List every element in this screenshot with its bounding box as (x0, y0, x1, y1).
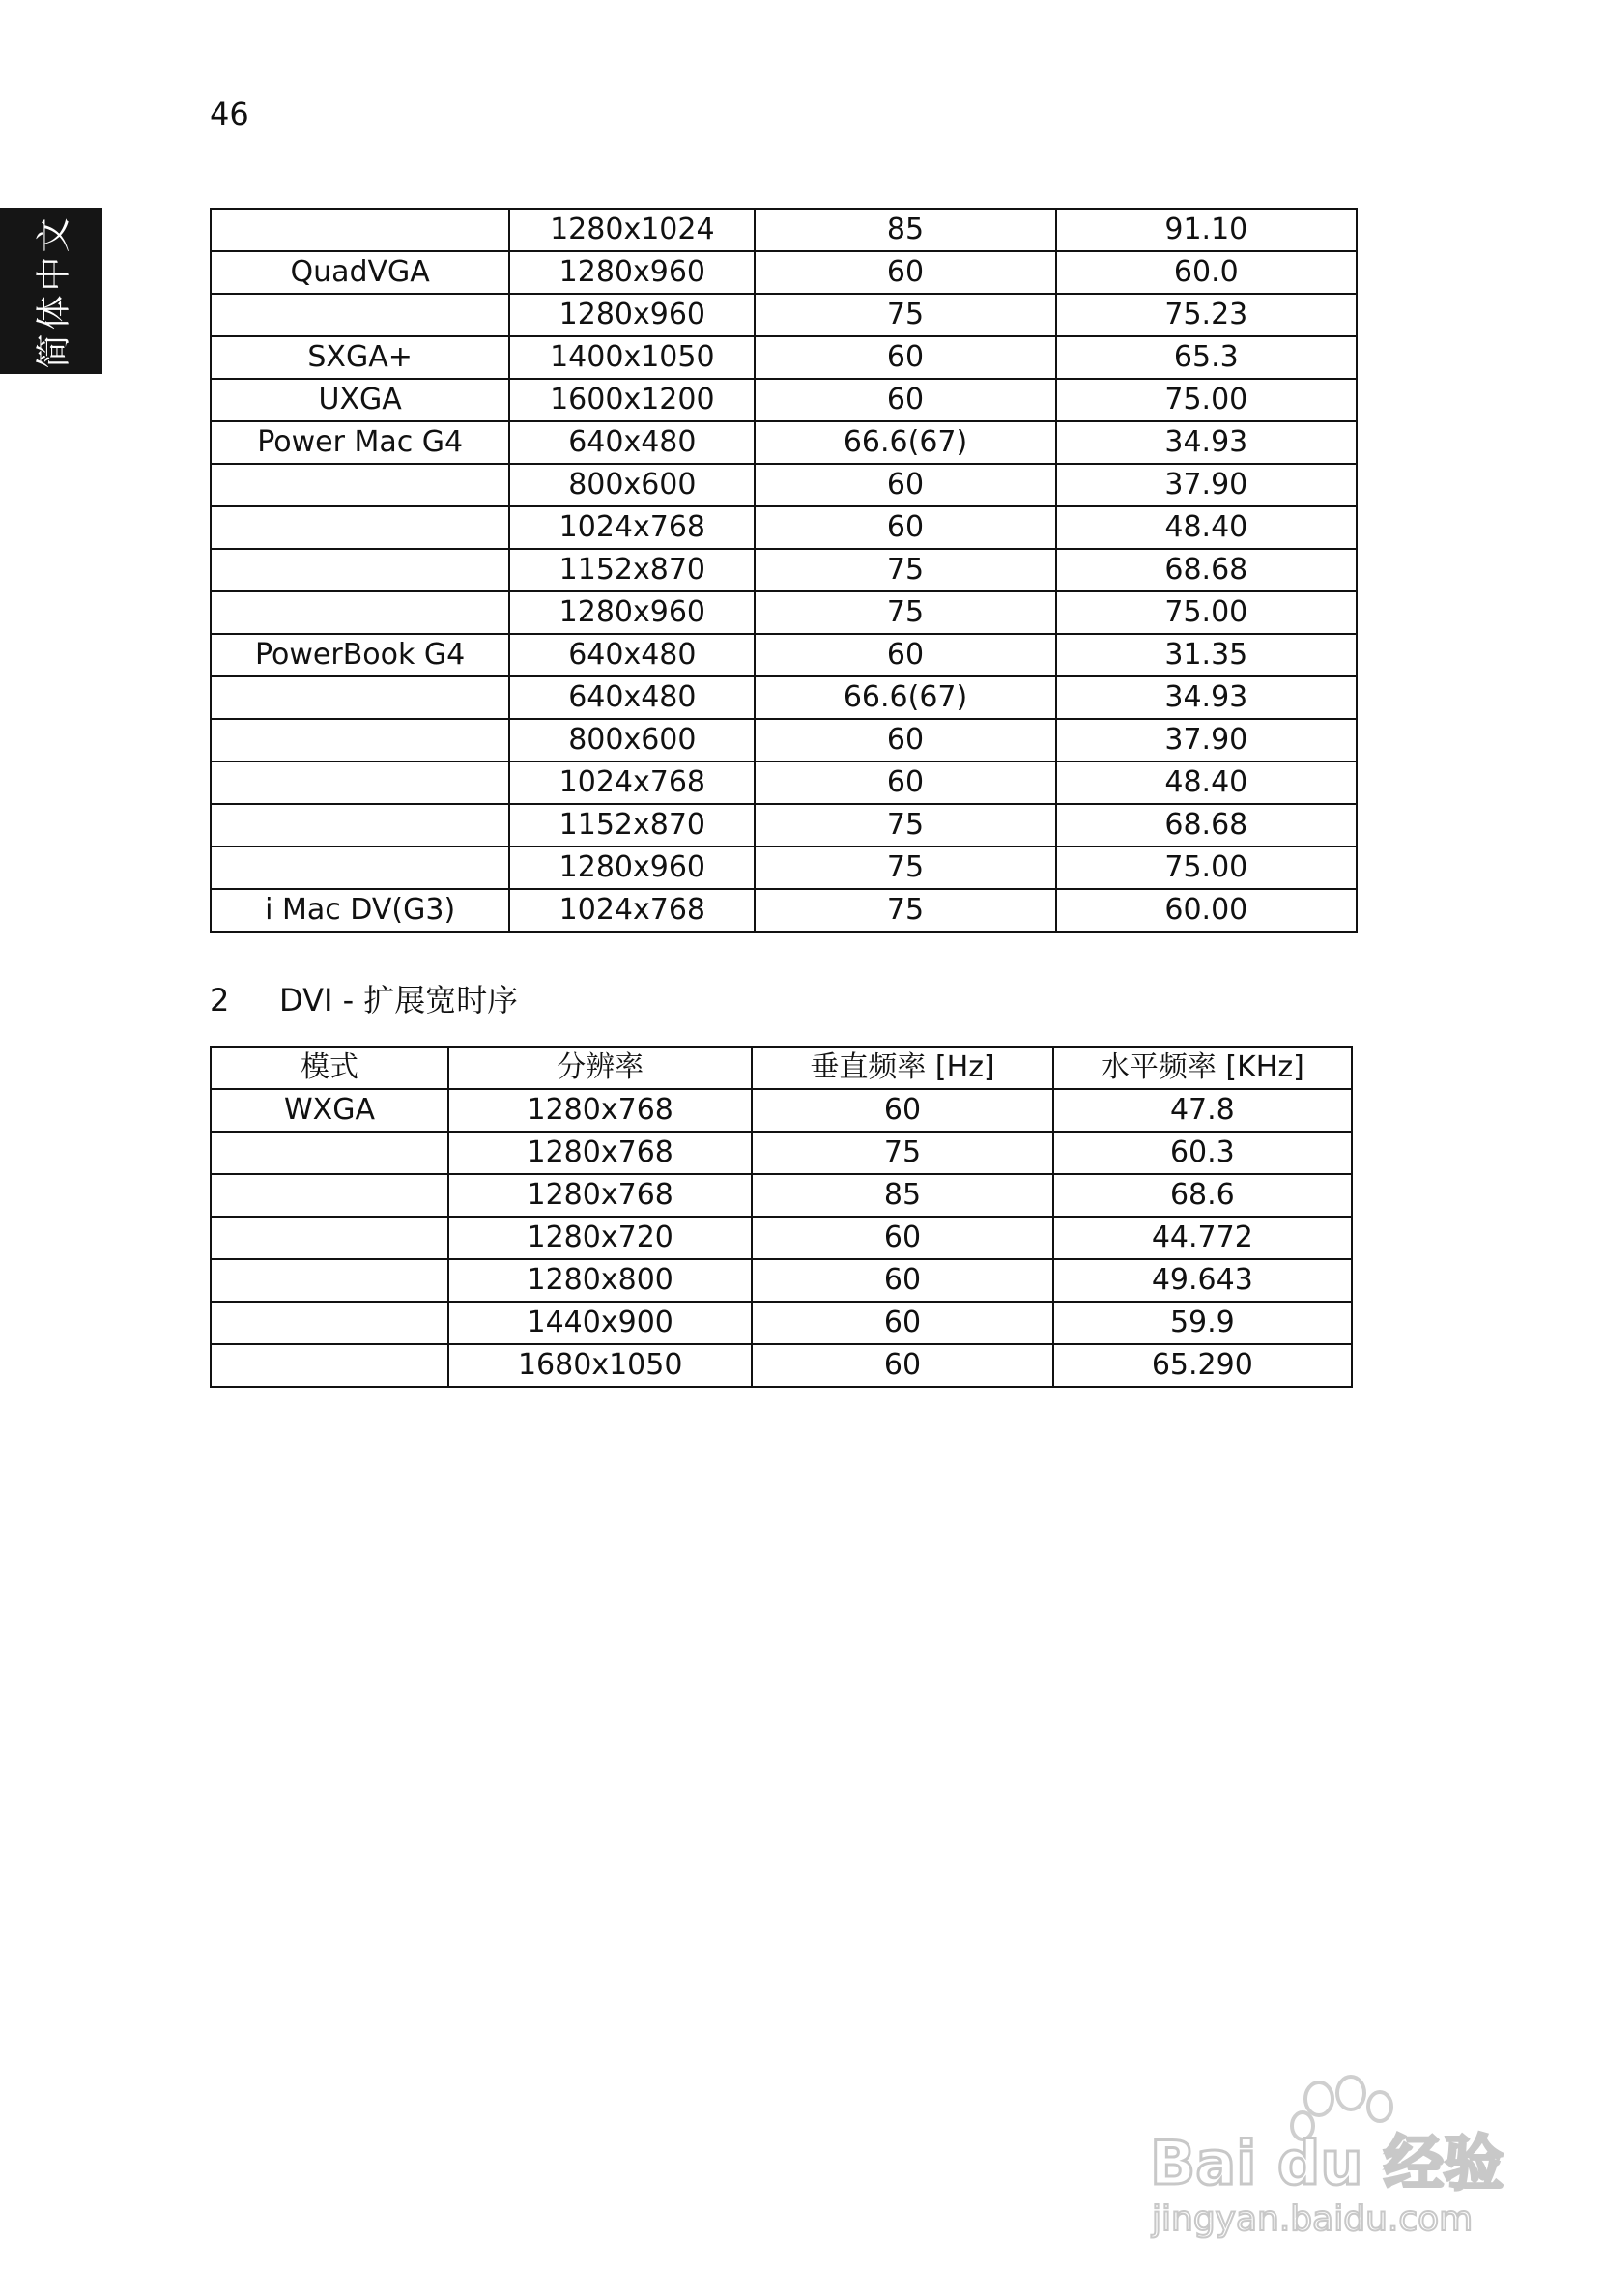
cell-resolution: 1152x870 (509, 804, 755, 847)
cell-horizontal-frequency: 60.0 (1056, 251, 1357, 294)
cell-horizontal-frequency: 60.00 (1056, 889, 1357, 932)
cell-resolution: 1024x768 (509, 889, 755, 932)
cell-vertical-frequency: 75 (755, 889, 1055, 932)
cell-mode (211, 1302, 448, 1344)
section-number: 2 (210, 982, 230, 1019)
table-row (211, 379, 1357, 421)
cell-resolution: 1280x960 (509, 251, 755, 294)
cell-vertical-frequency: 85 (755, 209, 1055, 251)
baidu-jingyan-watermark (1131, 2049, 1517, 2242)
cell-resolution: 1280x768 (448, 1132, 752, 1174)
table-row (211, 1217, 1352, 1259)
cell-horizontal-frequency: 47.8 (1053, 1089, 1352, 1132)
cell-horizontal-frequency: 75.00 (1056, 379, 1357, 421)
header-resolution: 分辨率 (448, 1047, 752, 1089)
cell-mode (211, 761, 509, 804)
cell-mode (211, 847, 509, 889)
cell-resolution: 1024x768 (509, 506, 755, 549)
table-row (211, 1344, 1352, 1387)
cell-mode (211, 1132, 448, 1174)
cell-resolution: 1280x800 (448, 1259, 752, 1302)
cell-vertical-frequency: 60 (755, 379, 1055, 421)
cell-horizontal-frequency: 59.9 (1053, 1302, 1352, 1344)
cell-horizontal-frequency: 49.643 (1053, 1259, 1352, 1302)
cell-horizontal-frequency: 44.772 (1053, 1217, 1352, 1259)
cell-mode (211, 506, 509, 549)
header-horizontal-frequency: 水平频率 [KHz] (1053, 1047, 1352, 1089)
cell-mode (211, 676, 509, 719)
cell-mode (211, 294, 509, 336)
cell-vertical-frequency: 60 (752, 1217, 1052, 1259)
cell-vertical-frequency: 60 (755, 506, 1055, 549)
cell-horizontal-frequency: 37.90 (1056, 464, 1357, 506)
table-row (211, 294, 1357, 336)
cell-resolution: 640x480 (509, 634, 755, 676)
cell-mode: QuadVGA (211, 251, 509, 294)
cell-mode (211, 1217, 448, 1259)
table-row (211, 676, 1357, 719)
cell-horizontal-frequency: 65.3 (1056, 336, 1357, 379)
cell-vertical-frequency: 85 (752, 1174, 1052, 1217)
cell-mode (211, 591, 509, 634)
cell-resolution: 1280x768 (448, 1089, 752, 1132)
cell-resolution: 1680x1050 (448, 1344, 752, 1387)
cell-horizontal-frequency: 48.40 (1056, 506, 1357, 549)
cell-resolution: 800x600 (509, 719, 755, 761)
cell-resolution: 1152x870 (509, 549, 755, 591)
table-row (211, 549, 1357, 591)
table-row (211, 336, 1357, 379)
cell-resolution: 800x600 (509, 464, 755, 506)
table-row (211, 847, 1357, 889)
cell-vertical-frequency: 60 (755, 464, 1055, 506)
table-row (211, 804, 1357, 847)
table-row (211, 1259, 1352, 1302)
table-row (211, 1132, 1352, 1174)
cell-resolution: 1280x720 (448, 1217, 752, 1259)
cell-mode: UXGA (211, 379, 509, 421)
table-row (211, 1089, 1352, 1132)
cell-horizontal-frequency: 75.23 (1056, 294, 1357, 336)
section-title: DVI - 扩展宽时序 (279, 982, 519, 1019)
cell-resolution: 640x480 (509, 421, 755, 464)
cell-resolution: 1440x900 (448, 1302, 752, 1344)
cell-vertical-frequency: 60 (755, 251, 1055, 294)
cell-vertical-frequency: 60 (752, 1344, 1052, 1387)
table-row (211, 209, 1357, 251)
cell-vertical-frequency: 66.6(67) (755, 676, 1055, 719)
cell-vertical-frequency: 75 (755, 847, 1055, 889)
cell-vertical-frequency: 66.6(67) (755, 421, 1055, 464)
cell-vertical-frequency: 60 (752, 1302, 1052, 1344)
header-mode: 模式 (211, 1047, 448, 1089)
table-row (211, 464, 1357, 506)
cell-vertical-frequency: 60 (752, 1089, 1052, 1132)
page-number: 46 (210, 96, 249, 132)
watermark-url: jingyan.baidu.com (1152, 2199, 1474, 2239)
watermark-brand: Bai du 经验 (1150, 2128, 1504, 2198)
cell-mode: Power Mac G4 (211, 421, 509, 464)
cell-horizontal-frequency: 68.6 (1053, 1174, 1352, 1217)
cell-vertical-frequency: 60 (755, 761, 1055, 804)
cell-vertical-frequency: 75 (755, 591, 1055, 634)
cell-horizontal-frequency: 65.290 (1053, 1344, 1352, 1387)
cell-resolution: 1280x960 (509, 591, 755, 634)
table-row (211, 251, 1357, 294)
cell-horizontal-frequency: 91.10 (1056, 209, 1357, 251)
cell-resolution: 1280x1024 (509, 209, 755, 251)
cell-vertical-frequency: 75 (752, 1132, 1052, 1174)
cell-horizontal-frequency: 68.68 (1056, 804, 1357, 847)
table-row (211, 761, 1357, 804)
table-row (211, 1302, 1352, 1344)
cell-resolution: 1280x768 (448, 1174, 752, 1217)
table-row (211, 1174, 1352, 1217)
cell-horizontal-frequency: 31.35 (1056, 634, 1357, 676)
table-row (211, 591, 1357, 634)
cell-resolution: 1400x1050 (509, 336, 755, 379)
table-header-row (211, 1047, 1352, 1089)
cell-resolution: 1024x768 (509, 761, 755, 804)
cell-vertical-frequency: 60 (752, 1259, 1052, 1302)
cell-mode: i Mac DV(G3) (211, 889, 509, 932)
table-row (211, 421, 1357, 464)
section-heading (210, 981, 518, 1019)
cell-mode (211, 209, 509, 251)
cell-resolution: 1600x1200 (509, 379, 755, 421)
cell-resolution: 1280x960 (509, 294, 755, 336)
cell-vertical-frequency: 75 (755, 804, 1055, 847)
cell-horizontal-frequency: 37.90 (1056, 719, 1357, 761)
table-row (211, 634, 1357, 676)
dvi-wide-timing-table (210, 1046, 1353, 1388)
cell-mode: PowerBook G4 (211, 634, 509, 676)
timing-table-continued (210, 208, 1358, 933)
cell-horizontal-frequency: 75.00 (1056, 847, 1357, 889)
cell-horizontal-frequency: 75.00 (1056, 591, 1357, 634)
cell-horizontal-frequency: 48.40 (1056, 761, 1357, 804)
cell-vertical-frequency: 60 (755, 719, 1055, 761)
cell-horizontal-frequency: 68.68 (1056, 549, 1357, 591)
cell-mode (211, 1174, 448, 1217)
table-row (211, 506, 1357, 549)
cell-mode: WXGA (211, 1089, 448, 1132)
cell-resolution: 1280x960 (509, 847, 755, 889)
cell-vertical-frequency: 60 (755, 336, 1055, 379)
cell-vertical-frequency: 75 (755, 294, 1055, 336)
header-vertical-frequency: 垂直频率 [Hz] (752, 1047, 1052, 1089)
cell-mode (211, 1344, 448, 1387)
cell-resolution: 640x480 (509, 676, 755, 719)
table-row (211, 719, 1357, 761)
cell-mode (211, 1259, 448, 1302)
table-row (211, 889, 1357, 932)
language-side-tab (0, 208, 102, 374)
cell-mode: SXGA+ (211, 336, 509, 379)
cell-vertical-frequency: 75 (755, 549, 1055, 591)
cell-mode (211, 804, 509, 847)
cell-mode (211, 549, 509, 591)
cell-horizontal-frequency: 34.93 (1056, 421, 1357, 464)
cell-mode (211, 464, 509, 506)
cell-horizontal-frequency: 34.93 (1056, 676, 1357, 719)
language-tab-label: 简体中文 (34, 213, 74, 369)
cell-horizontal-frequency: 60.3 (1053, 1132, 1352, 1174)
cell-vertical-frequency: 60 (755, 634, 1055, 676)
cell-mode (211, 719, 509, 761)
